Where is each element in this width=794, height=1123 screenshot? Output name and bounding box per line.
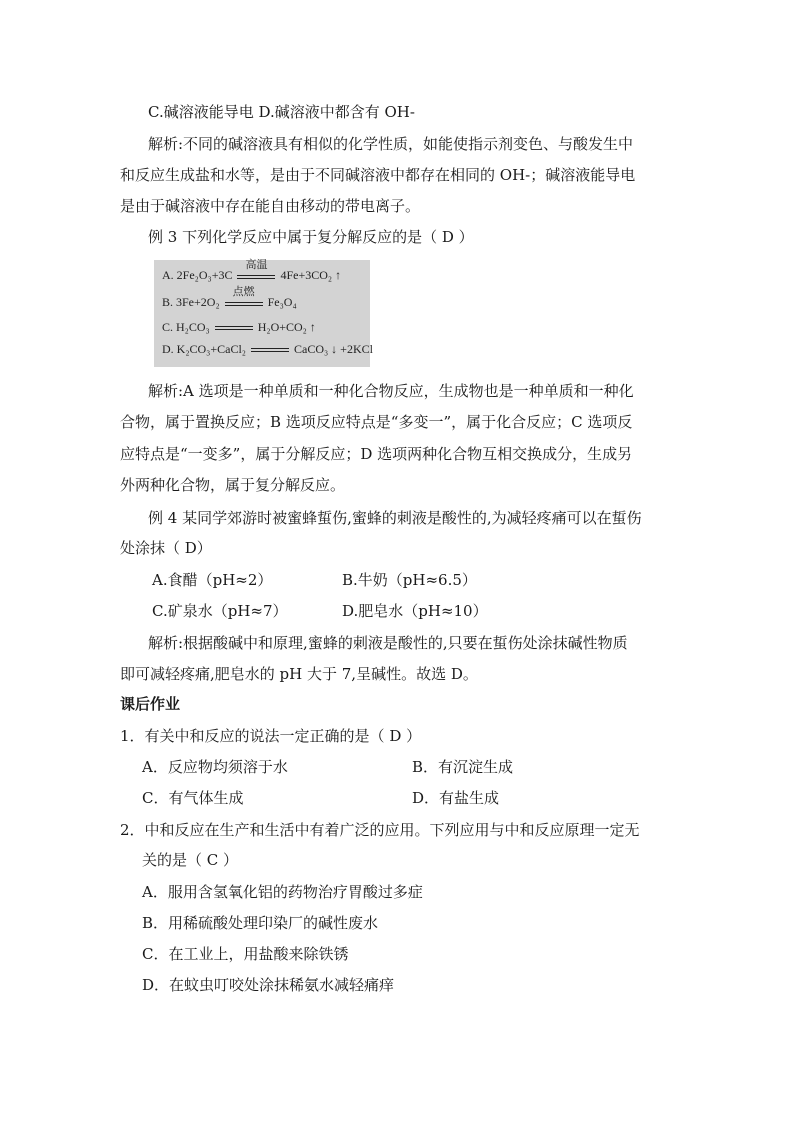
condition-sign <box>237 259 275 279</box>
equation-d <box>162 342 373 357</box>
option-c: C.矿泉水（pH≈7） <box>152 602 288 620</box>
option-c: C．在工业上，用盐酸来除铁锈 <box>142 945 349 963</box>
option-b: B．有沉淀生成 <box>412 758 514 776</box>
analysis-text: 和反应生成盐和水等，是由于不同碱溶液中都存在相同的 OH-；碱溶液能导电 <box>120 166 636 184</box>
homework-question: 关的是（ C ） <box>142 851 239 869</box>
analysis-text: 解析:A 选项是一种单质和一种化合物反应，生成物也是一种单质和一种化 <box>148 382 634 400</box>
section-heading: 课后作业 <box>120 695 181 713</box>
equation-b <box>162 286 297 310</box>
equation-c <box>162 320 316 335</box>
analysis-text: 合物，属于置换反应；B 选项反应特点是“多变一”，属于化合反应；C 选项反 <box>120 413 633 431</box>
example-question: 处涂抹（ D） <box>120 539 212 557</box>
homework-question: 2．中和反应在生产和生活中有着广泛的应用。下列应用与中和反应原理一定无 <box>120 821 640 839</box>
equals-sign <box>251 348 289 352</box>
option-d: D．在蚊虫叮咬处涂抹稀氨水减轻痛痒 <box>142 976 395 994</box>
option-b: B．用稀硫酸处理印染厂的碱性废水 <box>142 914 379 932</box>
analysis-text: 是由于碱溶液中存在能自由移动的带电离子。 <box>120 197 421 215</box>
equation-b-left: B. 3Fe+2O₂ <box>162 295 220 309</box>
option-d: D.肥皂水（pH≈10） <box>342 602 488 620</box>
example-question: 例 4 某同学郊游时被蜜蜂蜇伤,蜜蜂的刺液是酸性的,为减轻疼痛可以在蜇伤 <box>148 509 642 527</box>
equation-b-right: Fe₃O₄ <box>267 295 297 309</box>
option-d: D．有盐生成 <box>412 789 500 807</box>
analysis-text: 即可减轻疼痛,肥皂水的 pH 大于 7,呈碱性。故选 D。 <box>120 665 478 683</box>
option-a: A．服用含氢氧化铝的药物治疗胃酸过多症 <box>142 883 423 901</box>
option-a: A．反应物均须溶于水 <box>142 758 288 776</box>
equation-c-right: H₂O+CO₂ ↑ <box>257 320 316 334</box>
equation-a <box>162 259 342 283</box>
equation-a-right: 4Fe+3CO₂ ↑ <box>280 268 342 282</box>
analysis-text: 外两种化合物，属于复分解反应。 <box>120 476 346 494</box>
equation-image <box>154 259 373 367</box>
example-question: 例 3 下列化学反应中属于复分解反应的是（ D ） <box>148 228 474 246</box>
equation-d-right: CaCO₃ ↓ +2KCl <box>294 342 373 356</box>
homework-question: 1．有关中和反应的说法一定正确的是（ D ） <box>120 727 422 745</box>
condition-label: 高温 <box>245 259 268 271</box>
analysis-text: 解析:不同的碱溶液具有相似的化学性质，如能使指示剂变色、与酸发生中 <box>148 135 634 153</box>
equation-d-left: D. K₂CO₃+CaCl₂ <box>162 342 246 356</box>
equation-a-left: A. 2Fe₂O₃+3C <box>162 268 233 282</box>
analysis-text: 应特点是“一变多”，属于分解反应；D 选项两种化合物互相交换成分，生成另 <box>120 445 633 463</box>
option-b: B.牛奶（pH≈6.5） <box>342 571 477 589</box>
condition-sign <box>225 286 263 306</box>
equation-c-left: C. H₂CO₃ <box>162 320 210 334</box>
analysis-text: 解析:根据酸碱中和原理,蜜蜂的刺液是酸性的,只要在蜇伤处涂抹碱性物质 <box>148 634 628 652</box>
condition-label: 点燃 <box>232 286 255 298</box>
option-c: C．有气体生成 <box>142 789 244 807</box>
option-line: C.碱溶液能导电 D.碱溶液中都含有 OH- <box>148 103 415 121</box>
option-a: A.食醋（pH≈2） <box>152 571 273 589</box>
equals-sign <box>215 326 253 330</box>
